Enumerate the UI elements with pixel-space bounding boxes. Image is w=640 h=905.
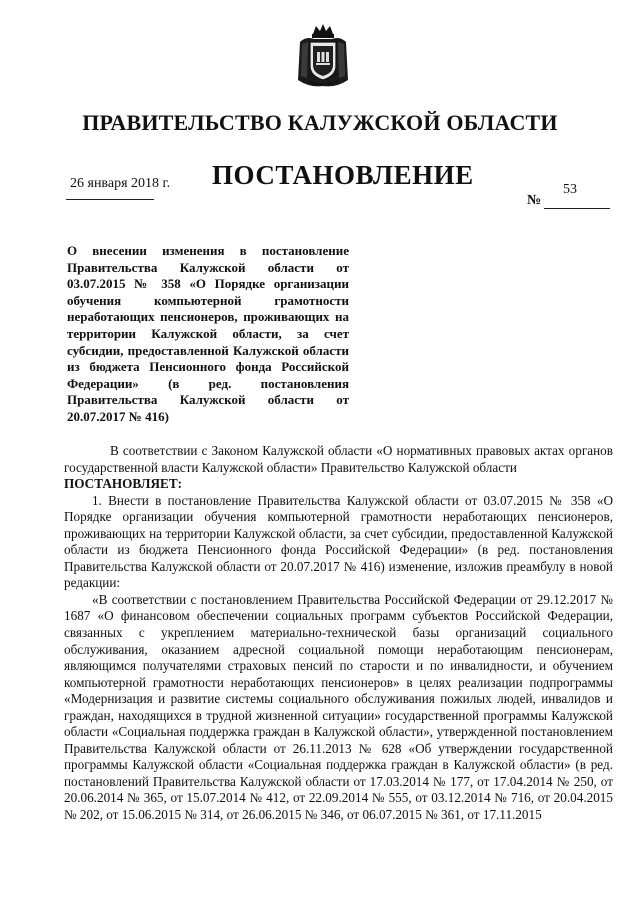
coat-of-arms-emblem [296, 22, 350, 88]
preamble-paragraph: В соответствии с Законом Калужской области «О нормативных правовых актах органов государственной власти Калужской области» Правительство Калужской области [64, 443, 613, 475]
decides-heading: ПОСТАНОВЛЯЕТ: [64, 476, 183, 492]
date-underline [66, 199, 154, 200]
number-sign: № [527, 193, 542, 208]
item-1-paragraph: 1. Внести в постановление Правительства Калужской области от 03.07.2015 № 358 «О Порядке организации обучения компьютерной грамотности неработающих пенсионеров, проживающих на территории Калужской области, за счет субсидии, предоставленной Калужской области из бюджета Пенсионного фонда Российской Федерации» (в ред. постановления Правительства Калужской области от 20.07.2017 № 416) изменение, изложив преамбулу в новой редакции: [64, 492, 613, 591]
document-date: 26 января 2018 г. [70, 176, 171, 191]
number-underline [544, 208, 610, 209]
document-body [64, 443, 613, 824]
document-type-title: ПОСТАНОВЛЕНИЕ [212, 160, 474, 190]
government-title: ПРАВИТЕЛЬСТВО КАЛУЖСКОЙ ОБЛАСТИ [82, 110, 558, 135]
document-number: 53 [563, 182, 577, 197]
quoted-preamble-paragraph: «В соответствии с постановлением Правительства Российской Федерации от 29.12.2017 № 1687 «О финансовом обеспечении социальных программ субъектов Российской Федерации, связанных с укреплением материально-технической базы организаций социального обслуживания, оказанием адресной социальной помощи неработающим пенсионерам, являющимся получателями страховых пенсий по старости и по инвалидности, и обучением компьютерной грамотности неработающих пенсионеров» в целях реализации подпрограммы «Модернизация и развитие системы социального обслуживания пожилых людей, инвалидов и граждан, находящихся в трудной жизненной ситуации» государственной программы Калужской области «Социальная поддержка граждан в Калужской области», утвержденной постановлением Правительства Калужской области от 26.11.2013 № 628 «Об утверждении государственной программы Калужской области «Социальная поддержка граждан в Калужской области» (в ред. постановлений Правительства Калужской области от 17.03.2014 № 177, от 17.04.2014 № 250, от 20.06.2014 № 365, от 15.07.2014 № 412, от 22.09.2014 № 555, от 03.12.2014 № 716, от 20.04.2015 № 202, от 15.06.2015 № 314, от 26.06.2015 № 346, от 06.07.2015 № 361, от 17.11.2015 [64, 591, 613, 823]
document-subject: О внесении изменения в постановление Правительства Калужской области от 03.07.2015 № 358 «О Порядке организации обучения компьютерной грамотности неработающих пенсионеров, проживающих на территории Калужской области, за счет субсидии, предоставленной Калужской области из бюджета Пенсионного фонда Российской Федерации» (в ред. постановления Правительства Калужской области от 20.07.2017 № 416) [67, 243, 349, 424]
